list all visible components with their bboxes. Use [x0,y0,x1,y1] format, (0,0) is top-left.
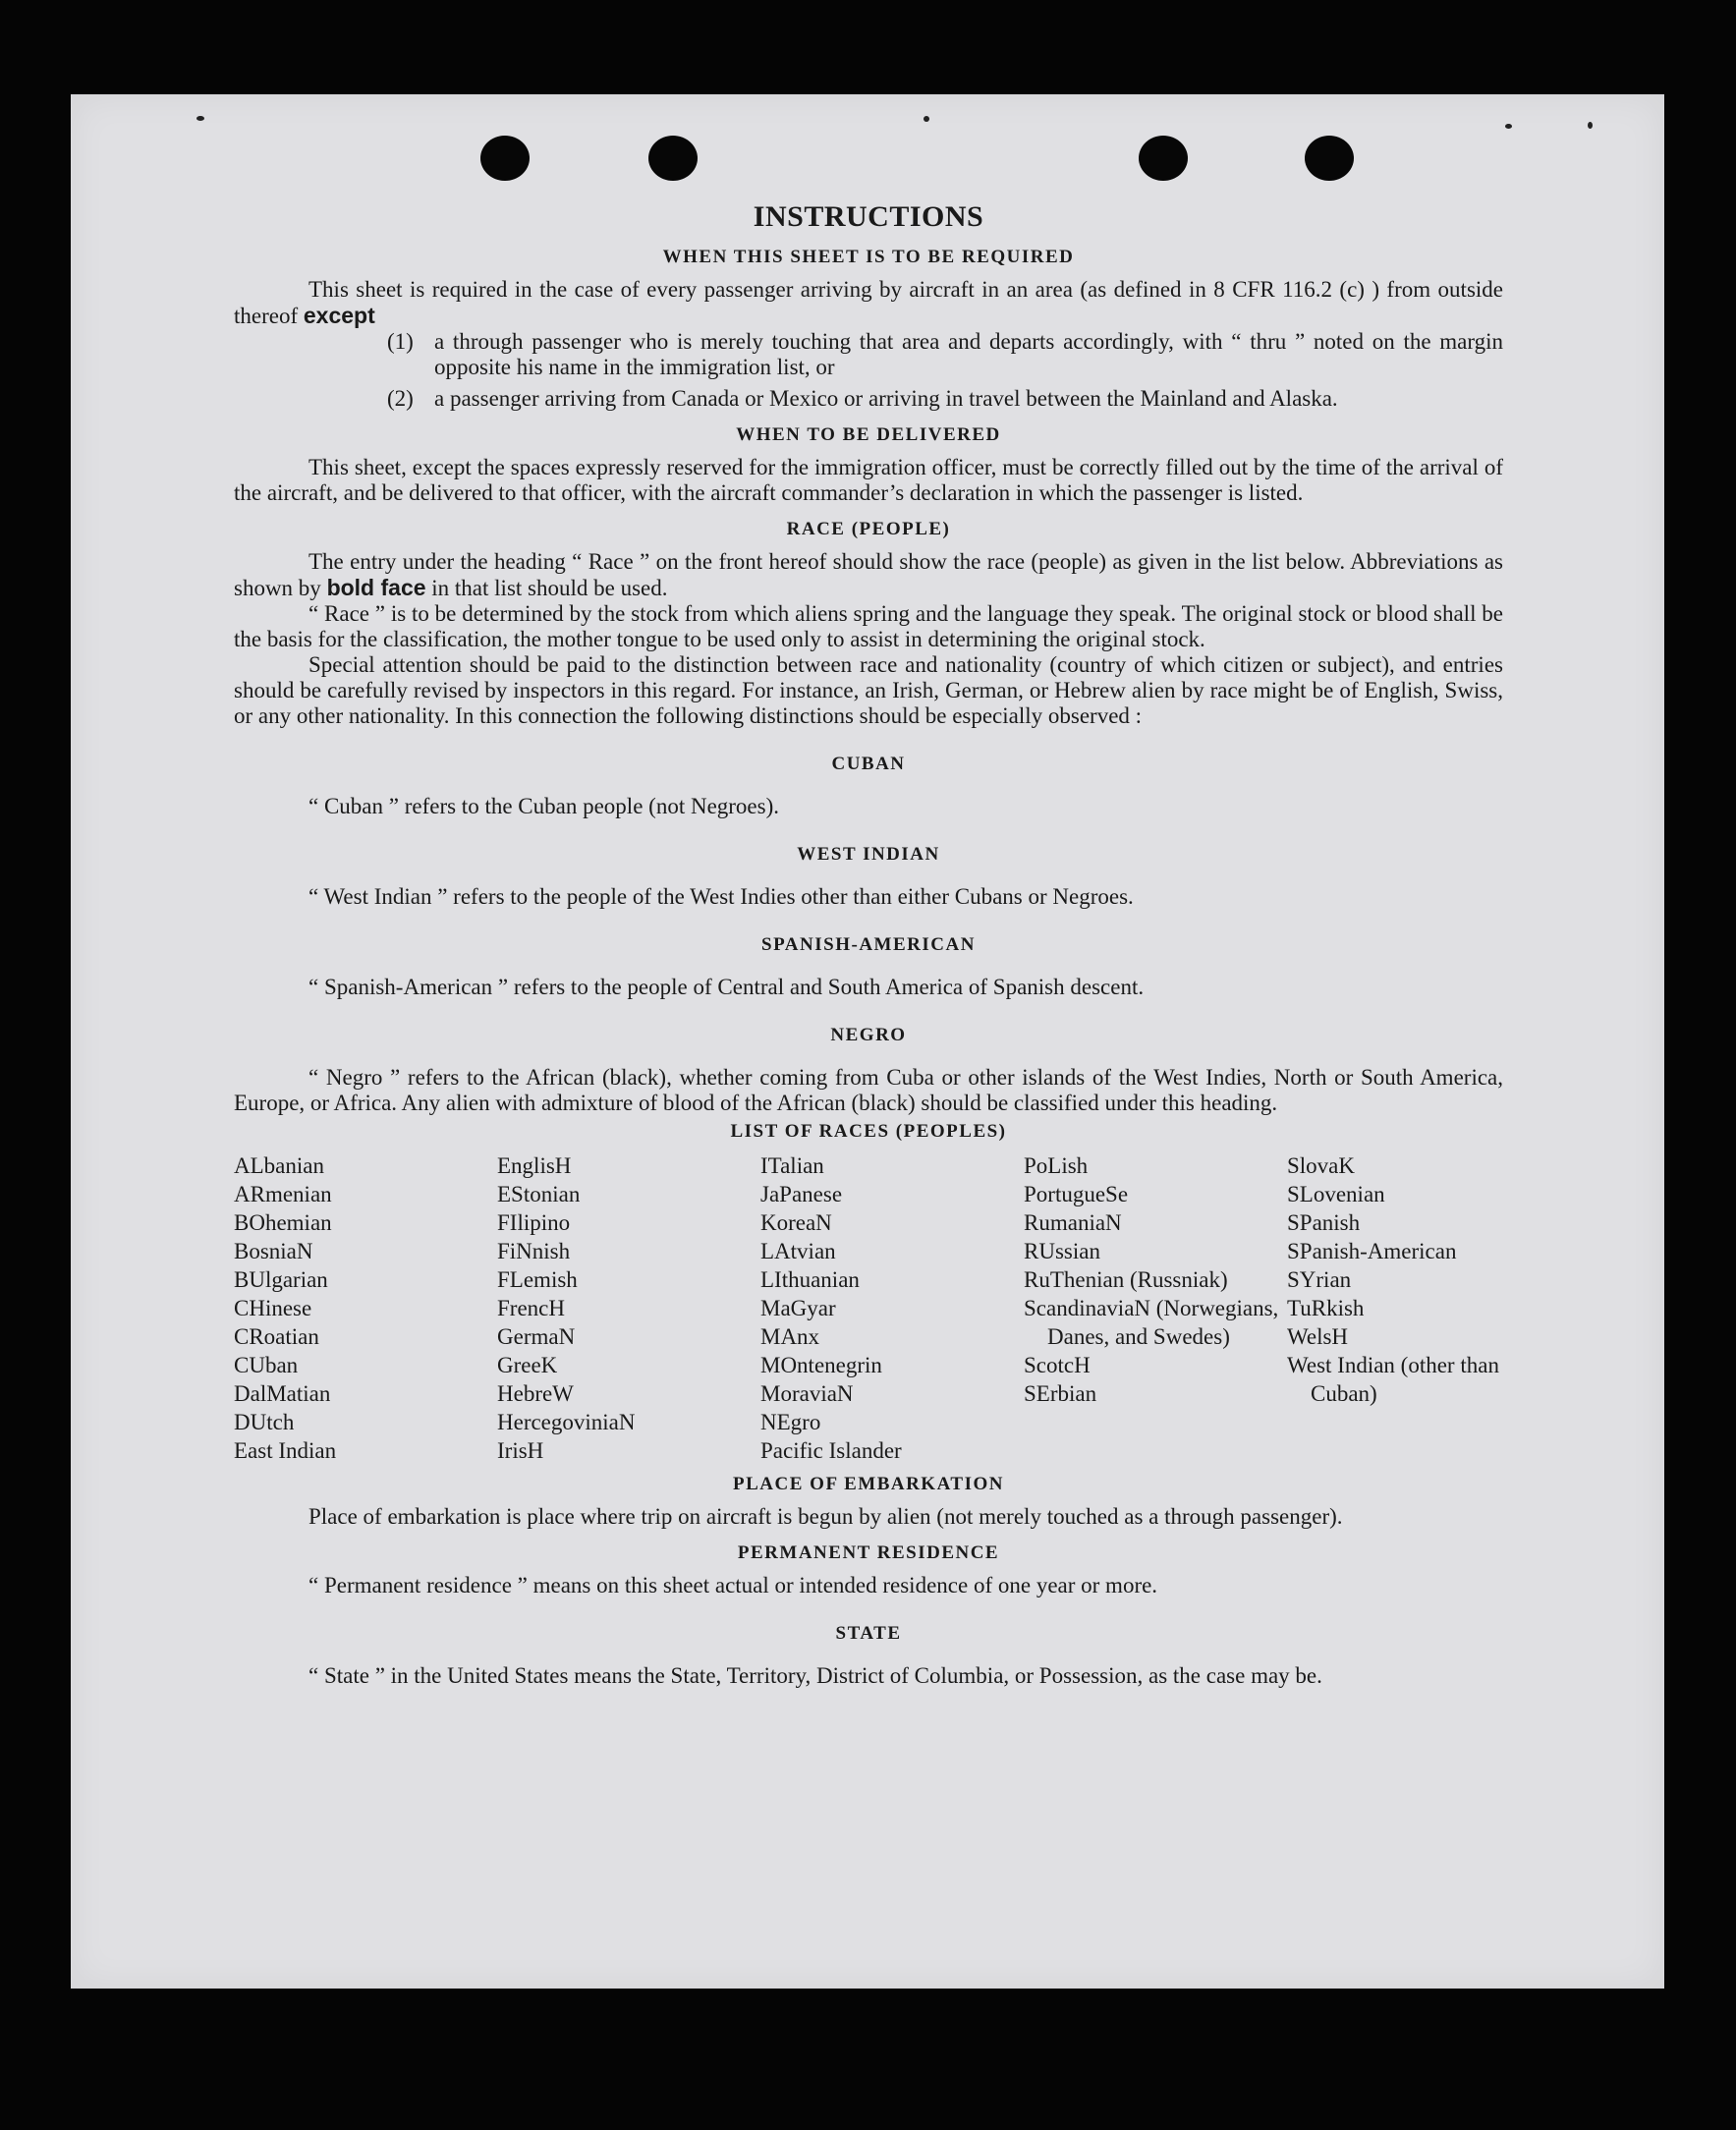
speck [1588,122,1593,129]
list-item: MaGyar [760,1296,836,1320]
list-item: EStonian [497,1182,581,1206]
cuban-text: “ Cuban ” refers to the Cuban people (not Negroes). [308,794,780,818]
list-item: CRoatian [234,1324,319,1349]
list-item: RumaniaN [1024,1210,1122,1235]
race-paragraph-1: The entry under the heading “ Race ” on the front hereof should show the race (people) as given in the list below. Abbreviations as shown by bold face in that list should be used. [234,549,1503,600]
heading-list-of-races: LIST OF RACES (PEOPLES) [730,1121,1007,1142]
punch-hole [1139,136,1188,181]
list-item: ARmenian [234,1182,332,1206]
instructions-body [234,200,1503,1689]
list-item: FrencH [497,1296,565,1320]
document-page [71,94,1664,1989]
list-item: RUssian [1024,1239,1100,1263]
list-item: MOntenegrin [760,1353,882,1377]
list-item: HercegoviniaN [497,1410,636,1434]
list-item: IrisH [497,1438,544,1463]
list-item: SPanish [1287,1210,1361,1235]
races-column [1024,1151,1287,1465]
heading-when-required: WHEN THIS SHEET IS TO BE REQUIRED [662,247,1075,267]
state-text: “ State ” in the United States means the State, Territory, District of Columbia, or Possession, as the case may be. [308,1663,1322,1688]
list-item: ITalian [760,1153,824,1178]
heading-negro: NEGRO [830,1025,907,1045]
list-item: (2) a passenger arriving from Canada or Mexico or arriving in travel between the Mainland and Alaska. [387,386,1338,411]
list-item: CUban [234,1353,299,1377]
heading-state: STATE [835,1623,902,1644]
list-item: SYrian [1287,1267,1352,1292]
list-item: ALbanian [234,1153,324,1178]
list-item: RuThenian (Russniak) [1024,1267,1228,1292]
list-item: PoLish [1024,1153,1089,1178]
list-item: JaPanese [760,1182,843,1206]
embarkation-text: Place of embarkation is place where trip on aircraft is begun by alien (not merely touched as a through passenger). [308,1504,1343,1529]
list-item: ScotcH [1024,1353,1091,1377]
list-item: East Indian [234,1438,337,1463]
list-item: GermaN [497,1324,576,1349]
list-item: MoraviaN [760,1381,854,1406]
list-item: BUlgarian [234,1267,328,1292]
races-column [497,1151,760,1465]
list-item: HebreW [497,1381,574,1406]
punch-hole [1305,136,1354,181]
list-item: DUtch [234,1410,295,1434]
list-item: CHinese [234,1296,312,1320]
list-item: (1) a through passenger who is merely touching that area and departs accordingly, with “ thru ” noted on the margin opposite his name in the immigration list, or [387,329,1503,379]
list-item: DalMatian [234,1381,331,1406]
list-item: PortugueSe [1024,1182,1129,1206]
list-item: GreeK [497,1353,558,1377]
heading-spanish-american: SPANISH-AMERICAN [761,934,976,955]
heading-place-of-embarkation: PLACE OF EMBARKATION [733,1474,1004,1494]
speck [1505,124,1512,129]
list-item: FiNnish [497,1239,571,1263]
delivered-text: This sheet, except the spaces expressly reserved for the immigration officer, must be correctly filled out by the time of the arrival of the aircraft, and be delivered to that officer, with the aircraft commander’s declaration in which the passenger is listed. [234,455,1503,505]
heading-cuban: CUBAN [831,754,906,774]
list-item: FLemish [497,1267,578,1292]
list-item: Pacific Islander [760,1438,902,1463]
page-title: INSTRUCTIONS [753,200,984,233]
list-item: SLovenian [1287,1182,1385,1206]
punch-hole [480,136,530,181]
negro-text: “ Negro ” refers to the African (black), whether coming from Cuba or other islands of the West Indies, North or South America, Europe, or Africa. Any alien with admixture of blood of the African (black) should be classified under this heading. [234,1065,1503,1115]
races-column [1287,1151,1550,1465]
list-item: WelsH [1287,1324,1349,1349]
race-paragraph-2: “ Race ” is to be determined by the stock from which aliens spring and the language they speak. The original stock or blood shall be the basis for the classification, the mother tongue to be used only to assist in determining the original stock. [234,601,1503,651]
spanish-american-text: “ Spanish-American ” refers to the people of Central and South America of Spanish descent. [308,975,1145,999]
required-intro: This sheet is required in the case of every passenger arriving by aircraft in an area (as defined in 8 CFR 116.2 (c) ) from outside thereof except [234,277,1503,328]
west-indian-text: “ West Indian ” refers to the people of the West Indies other than either Cubans or Negroes. [308,884,1134,909]
list-item: BosniaN [234,1239,313,1263]
races-column [234,1151,497,1465]
list-item: EnglisH [497,1153,572,1178]
residence-text: “ Permanent residence ” means on this sheet actual or intended residence of one year or more. [308,1573,1158,1598]
speck [196,116,204,121]
list-item: SPanish-American [1287,1239,1457,1263]
heading-west-indian: WEST INDIAN [797,844,940,865]
heading-when-delivered: WHEN TO BE DELIVERED [736,424,1001,445]
races-list [234,1151,1503,1465]
list-item: MAnx [760,1324,820,1349]
heading-race: RACE (PEOPLE) [786,519,951,539]
list-item: SlovaK [1287,1153,1355,1178]
list-item: LIthuanian [760,1267,860,1292]
speck [924,116,929,122]
list-item: BOhemian [234,1210,332,1235]
list-item: West Indian (other than Cuban) [1287,1353,1499,1406]
races-column [760,1151,1024,1465]
list-item: LAtvian [760,1239,836,1263]
list-item: TuRkish [1287,1296,1365,1320]
list-item: SErbian [1024,1381,1097,1406]
heading-permanent-residence: PERMANENT RESIDENCE [737,1542,1000,1563]
punch-hole [648,136,698,181]
list-item: ScandinaviaN (Norwegians, Danes, and Swedes) [1024,1296,1279,1349]
list-item: KoreaN [760,1210,832,1235]
race-paragraph-3: Special attention should be paid to the distinction between race and nationality (country of which citizen or subject), and entries should be carefully revised by inspectors in this regard. For instance, an Irish, German, or Hebrew alien by race might be of English, Swiss, or any other nationality. In this connection the following distinctions should be especially observed : [234,652,1503,728]
list-item: NEgro [760,1410,821,1434]
list-item: FIlipino [497,1210,571,1235]
